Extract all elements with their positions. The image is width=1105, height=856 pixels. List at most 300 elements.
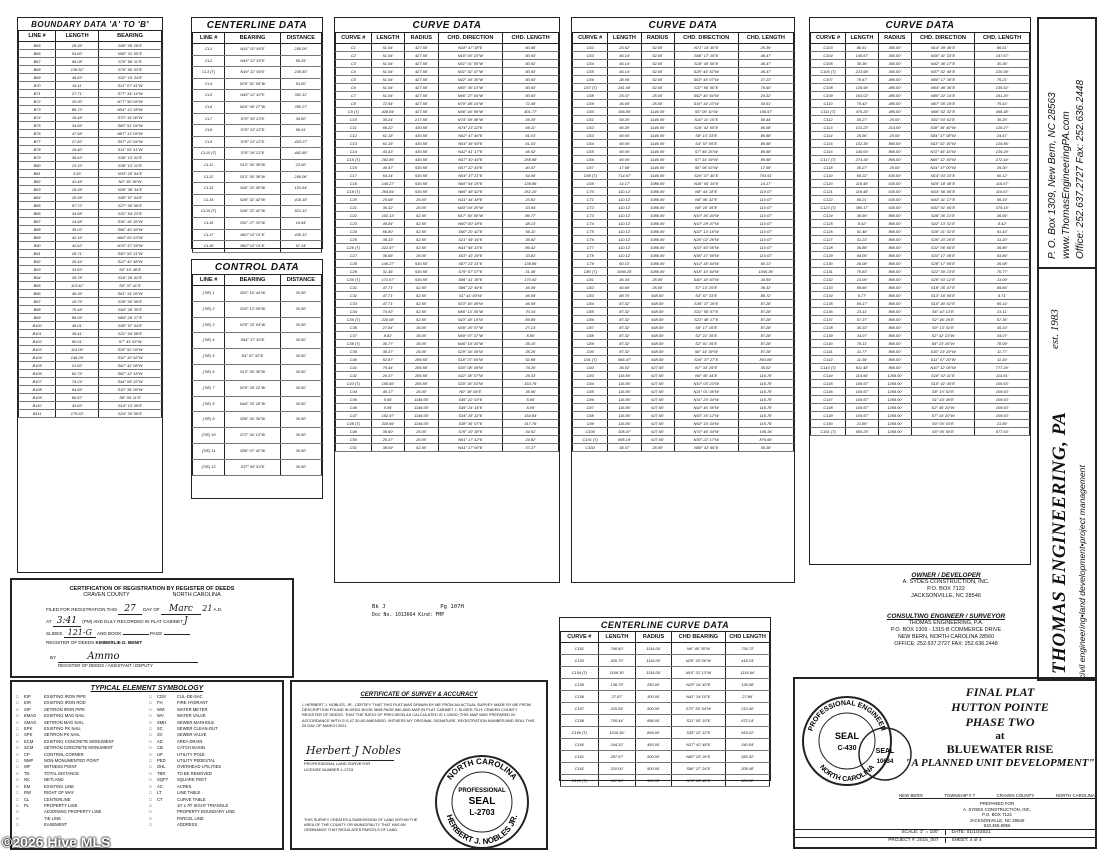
curve-cell: 52.50'	[405, 300, 438, 308]
curve-cell: N54° 36' 56"E	[438, 140, 503, 148]
curve-cell: 9.71'	[975, 292, 1030, 300]
curve-cell: 135.96'	[846, 84, 879, 92]
curve-cell: 56.21'	[846, 196, 879, 204]
curve-cell: 1086.00'	[641, 204, 674, 212]
boundary-cell: 27.82'	[56, 138, 99, 146]
curve-cell: 865.50'	[878, 252, 911, 260]
clcurve-cell: 136.98'	[726, 679, 770, 691]
curve-cell: 110.12'	[608, 228, 641, 236]
clcurve-cell: C155	[561, 679, 599, 691]
boundary-cell: S75° 56' 11"E	[99, 58, 162, 66]
consultant-title: CONSULTING ENGINEER / SURVEYOR	[886, 613, 1006, 620]
curve-cell: 109.53'	[975, 380, 1030, 388]
curve-row	[336, 68, 559, 76]
stamp-doc: Doc No. 1013664 Kind: FMP	[372, 613, 445, 618]
symbol-desc: SETIRON CONCRETE MONUMENT	[44, 745, 114, 751]
clcurve-cell: 27.86'	[726, 691, 770, 703]
curve-row	[336, 164, 559, 172]
clcurve-cell: C159 (T)	[561, 727, 599, 739]
curve-cell: C105	[811, 60, 846, 68]
curve-row	[336, 196, 559, 204]
curve-cell: C87	[573, 324, 608, 332]
curve-cell: 214.00'	[878, 124, 911, 132]
control-row	[193, 412, 322, 428]
col-bearing: BEARING	[99, 31, 162, 42]
title-phone: Office: 252.637.2727 Fax: 252.636.2448	[1075, 79, 1086, 259]
symbol-desc: WATER METER	[177, 706, 208, 712]
curve-cell: 94.05'	[846, 252, 879, 260]
boundary-cell: S32° 10' 52"W	[99, 354, 162, 362]
symbol-glyph-icon: □	[16, 777, 19, 783]
curve-cell: N17° 50' 50"W	[438, 212, 503, 220]
curve-cell: 1269.00'	[878, 428, 911, 436]
curve-cell: 30.36'	[975, 60, 1030, 68]
symbol-glyph-icon: □	[149, 726, 152, 732]
curve-data-panel-2	[571, 17, 795, 583]
boundary-row	[19, 402, 162, 410]
curve-cell: S36° 37' 19"E	[674, 300, 738, 308]
symbol-glyph-icon: □	[149, 738, 152, 744]
clcurve-row	[561, 739, 770, 751]
curve-cell: 485.50'	[878, 76, 911, 84]
boundary-cell: B94	[19, 274, 56, 282]
clcurve-cell: C161	[561, 751, 599, 763]
curve-cell: 38.33'	[371, 236, 404, 244]
boundary-cell: 49.83'	[56, 74, 99, 82]
boundary-cell: 19.45'	[56, 114, 99, 122]
curve-cell: 116.80'	[608, 380, 641, 388]
boundary-cell: S44° 08' 22"W	[99, 378, 162, 386]
curve-cell: 365.50'	[878, 44, 911, 52]
boundary-cell: B71	[19, 90, 56, 98]
boundary-cell: B89	[19, 234, 56, 242]
boundary-cell: 39.41'	[56, 330, 99, 338]
curve-cell: C129	[811, 252, 846, 260]
boundary-cell: B80	[19, 162, 56, 170]
boundary-row	[19, 98, 162, 106]
control-cell: N76° 26' 22"W	[225, 380, 280, 396]
curve-cell: 40.47'	[503, 164, 559, 172]
boundary-cell: S10° 36' 09"W	[99, 386, 162, 394]
boundary-row	[19, 106, 162, 114]
curve-row	[573, 348, 794, 356]
curve-cell: 72.54'	[371, 100, 404, 108]
clcurve-cell: 500.00'	[636, 751, 672, 763]
curve-cell: S46° 36' 21"E	[911, 212, 975, 220]
curve-cell: 60.13'	[608, 260, 641, 268]
curve-cell: N21° 01' 05"W	[674, 388, 738, 396]
control-cell: (TIE) 5	[193, 349, 225, 365]
curve-cell: 430.50'	[405, 124, 438, 132]
clcurve-cell: 500.00'	[636, 775, 672, 787]
curve-cell: 40.47'	[371, 164, 404, 172]
centerline-row	[193, 206, 322, 218]
centerline-cell: 99.41'	[280, 125, 321, 137]
curve-row	[336, 404, 559, 412]
boundary-row	[19, 218, 162, 226]
curve-cell: N66° 48' 52"E	[438, 188, 503, 196]
curve-row	[573, 204, 794, 212]
clcurve-cell: 283.02'	[726, 751, 770, 763]
curve-cell: C77	[573, 244, 608, 252]
curve-row	[811, 60, 1030, 68]
curve-cell: 88.70'	[608, 292, 641, 300]
symbol-glyph-icon: □	[16, 809, 19, 815]
curve-cell: 46.09'	[503, 300, 559, 308]
curve-cell: C84	[573, 300, 608, 308]
curve-row	[811, 44, 1030, 52]
symbol-desc: PROPERTY BOUNDARY LINE	[177, 809, 236, 815]
reg-year: 21	[202, 604, 213, 613]
curve-cell: C126	[811, 228, 846, 236]
curve-cell: N14° 38' 54"W	[674, 260, 738, 268]
curve-cell: C138	[811, 324, 846, 332]
curve-cell: 52.50'	[405, 284, 438, 292]
control-cell: (TIE) 4	[193, 333, 225, 349]
symbol-desc: ADJOINING PROPERTY LINE	[44, 809, 102, 815]
curve-row	[336, 396, 559, 404]
curve-cell: 1086.00'	[641, 196, 674, 204]
boundary-cell: S27° 05' 56"E	[99, 202, 162, 210]
curve-cell: 109.57'	[846, 388, 879, 396]
curve-cell: C62	[573, 124, 608, 132]
plat-prepared-for: PREPARED FOR	[979, 801, 1015, 806]
curve-cell: 895.19'	[608, 436, 641, 444]
boundary-cell: B92	[19, 258, 56, 266]
boundary-cell: B103	[19, 346, 56, 354]
boundary-row	[19, 130, 162, 138]
curve-row	[336, 412, 559, 420]
curve-cell: C18 (T)	[336, 188, 372, 196]
curve-cell: 1146.00'	[405, 404, 438, 412]
title-web: www.ThomasEngineeringPA.com	[1061, 111, 1072, 259]
curve-cell: 35.10'	[503, 340, 559, 348]
curve-cell: 365.50'	[878, 60, 911, 68]
curve-cell: 86.51'	[846, 44, 879, 52]
centerline-cell: N45° 22' 55"E	[225, 55, 280, 67]
symbol-abbrev: WF	[24, 764, 31, 770]
curve-cell: S2° 21' 35"E	[674, 332, 738, 340]
curve-cell: 75.43'	[975, 100, 1030, 108]
centerline-cell: N76° 51' 04"W	[225, 78, 280, 90]
curve-cell: 485.50'	[878, 84, 911, 92]
curve-cell: 47.71'	[371, 300, 404, 308]
control-cell: S86° 07' 42"W	[225, 443, 280, 459]
col-distance: DISTANCE	[280, 33, 321, 44]
reg-slide-label: SLIDES	[46, 631, 63, 636]
curve-row	[573, 44, 794, 52]
reg-month: Marc	[161, 604, 201, 615]
curve-cell: S51° 03' 52"E	[911, 116, 975, 124]
centerline-row	[193, 194, 322, 206]
curve-cell: 79.20'	[503, 364, 559, 372]
control-cell: S44° 37' 16"E	[225, 333, 280, 349]
clcurve-cell: 450.00'	[636, 739, 672, 751]
curve-cell: 5.66'	[503, 396, 559, 404]
clcurve-cell: C156	[561, 691, 599, 703]
curve-cell: 46.14'	[608, 52, 641, 60]
curve-cell: N10° 12' 06"W	[911, 364, 975, 372]
curve-cell: 865.50'	[878, 148, 911, 156]
curve-cell: 30.27'	[846, 116, 879, 124]
curve-cell: 26.08'	[975, 260, 1030, 268]
curve-cell: 52.50'	[641, 44, 674, 52]
symbol-abbrev: PL	[24, 802, 30, 808]
curve-cell: 36.32'	[738, 284, 793, 292]
symbol-desc: SETIRON MAG NAIL	[44, 719, 84, 725]
reg-slide: 121-G	[64, 628, 96, 638]
boundary-cell: 34.58'	[56, 210, 99, 218]
centerline-row	[193, 229, 322, 241]
curve-row	[811, 300, 1030, 308]
curve-cell: 46.47'	[738, 52, 793, 60]
curve-cell: S10° 02' 11"E	[911, 372, 975, 380]
curve-cell: C54	[573, 60, 608, 68]
curve-cell: S0° 13' 31"E	[911, 324, 975, 332]
centerline-cell: 256.06'	[280, 171, 321, 183]
curve-cell: 78.11'	[846, 340, 879, 348]
curve-cell: 286.50'	[405, 364, 438, 372]
curve-data-title-1: CURVE DATA	[412, 20, 482, 31]
boundary-row	[19, 386, 162, 394]
plat-owner-phone: 910.455.8956	[983, 823, 1011, 829]
col-radius: RADIUS	[636, 632, 672, 643]
symbol-glyph-icon: □	[16, 726, 19, 732]
curve-cell: C135	[811, 300, 846, 308]
symbol-abbrev: RW	[24, 790, 31, 796]
curve-cell: N10° 05' 23"W	[674, 380, 738, 388]
curve-cell: 25.00'	[405, 204, 438, 212]
consultant-block	[862, 613, 1030, 648]
curve-cell: 91.48'	[846, 228, 879, 236]
symbol-desc: TIE LINE	[44, 815, 61, 821]
curve-row	[811, 324, 1030, 332]
boundary-cell: 35.78'	[56, 274, 99, 282]
curve-cell: C9 (T)	[336, 108, 372, 116]
curve-cell: 865.50'	[878, 244, 911, 252]
curve-cell: 116.48'	[846, 188, 879, 196]
consultant-name: THOMAS ENGINEERING, P.A.	[908, 620, 984, 626]
curve-cell: 140.00'	[846, 148, 879, 156]
curve-cell: 11.77'	[846, 348, 879, 356]
curve-cell: C130	[811, 260, 846, 268]
symbol-desc: AREA DRAIN	[177, 738, 203, 744]
curve-cell: S28° 45' 52"W	[674, 68, 738, 76]
control-row	[193, 380, 322, 396]
curve-row	[573, 244, 794, 252]
curve-cell: C25	[336, 236, 372, 244]
curve-cell: 70.77'	[975, 268, 1030, 276]
symbol-glyph-icon: □	[16, 719, 19, 725]
curve-cell: 48.13'	[503, 220, 559, 228]
curve-cell: 627.50'	[641, 364, 674, 372]
boundary-cell: B106	[19, 370, 56, 378]
curve-cell: 627.50'	[641, 412, 674, 420]
clcurve-cell: 213.40'	[726, 703, 770, 715]
boundary-row	[19, 234, 162, 242]
curve-cell: 75.47'	[846, 76, 879, 84]
curve-cell: C83	[573, 292, 608, 300]
curve-row	[336, 356, 559, 364]
curve-cell: 272.44'	[975, 156, 1030, 164]
curve-cell: S6° 14' 39"W	[674, 348, 738, 356]
curve-cell: 35.96'	[503, 388, 559, 396]
plat-owner-line: A. SYDES CONSTRUCTION, INC.	[962, 806, 1032, 812]
boundary-cell: 60.01'	[56, 338, 99, 346]
control-cell: 30.50'	[280, 443, 321, 459]
curve-cell: S31° 55' 07"E	[674, 308, 738, 316]
curve-cell: 116.76'	[738, 420, 793, 428]
curve-cell: 35.20'	[503, 116, 559, 124]
symbol-desc: EXISTING CONCRETE MONUMENT	[44, 738, 115, 744]
curve-cell: N34° 37' 00"W	[911, 164, 975, 172]
curve-cell: 57.36'	[975, 316, 1030, 324]
curve-cell: 650.25'	[846, 428, 879, 436]
symbol-desc: PARCEL LINE	[177, 815, 204, 821]
curve-row	[573, 188, 794, 196]
clcurve-cell: 667.96'	[598, 775, 636, 787]
curve-cell: 475.20'	[846, 108, 879, 116]
curve-row	[336, 124, 559, 132]
boundary-cell: B111	[19, 410, 56, 418]
curve-cell: 116.80'	[608, 388, 641, 396]
curve-cell: C106 (T)	[811, 68, 846, 76]
boundary-cell: B96	[19, 290, 56, 298]
boundary-cell: B86	[19, 210, 56, 218]
symbol-desc: RIGHT OF WAY	[44, 790, 75, 796]
curve-cell: 318.69'	[371, 420, 404, 428]
curve-cell: 110.12'	[608, 196, 641, 204]
curve-cell: N14° 03' 23"E	[911, 172, 975, 180]
symbol-abbrev: EIP	[24, 694, 31, 699]
curve-rows-3	[811, 44, 1030, 436]
boundary-row	[19, 58, 162, 66]
curve-cell: N0° 45' 44"E	[674, 372, 738, 380]
boundary-cell: 15.40'	[56, 146, 99, 154]
symbol-desc: SEWER CLEAN-OUT	[177, 726, 218, 732]
curve-row	[573, 428, 794, 436]
curve-cell: 677.63'	[975, 428, 1030, 436]
consultant-addr1: P.O. BOX 1309 - 1315-B COMMERCE DRIVE	[890, 627, 1002, 633]
symbol-desc: WATER VALVE	[177, 713, 206, 719]
curve-cell: N74° 59' 48"W	[438, 116, 503, 124]
curve-row	[573, 396, 794, 404]
curve-cell: S13° 16' 56"E	[911, 292, 975, 300]
curve-cell: N18° 47' 38"E	[438, 44, 503, 52]
stamp-page: Pg 107H	[440, 604, 464, 610]
curve-row	[811, 308, 1030, 316]
boundary-cell: 49.01'	[56, 322, 99, 330]
boundary-row	[19, 74, 162, 82]
curve-cell: 116.76'	[738, 404, 793, 412]
curve-cell: 52.50'	[405, 236, 438, 244]
curve-cell: 46.09'	[503, 284, 559, 292]
centerline-cell: N62° 02' 01"E	[225, 229, 280, 241]
boundary-cell: B66	[19, 50, 56, 58]
curve-cell: C49	[336, 428, 372, 436]
curve-cell: 9.77'	[846, 292, 879, 300]
centerline-cell: 53.00'	[280, 78, 321, 90]
curve-cell: 5.66'	[371, 396, 404, 404]
curve-row	[336, 300, 559, 308]
curve-cell: S43° 48' 16"W	[438, 316, 503, 324]
curve-cell: 24.47'	[975, 132, 1030, 140]
curve-row	[336, 148, 559, 156]
eng-seal2-mid: SEAL	[875, 748, 895, 755]
curve-row	[573, 236, 794, 244]
curve-rows-1	[336, 44, 559, 452]
centerline-row	[193, 113, 322, 125]
curve-cell: C88	[573, 332, 608, 340]
boundary-cell: B97	[19, 298, 56, 306]
boundary-cell: B107	[19, 378, 56, 386]
curve-cell: 147.67'	[975, 52, 1030, 60]
curve-cell: 27.13'	[503, 324, 559, 332]
curve-cell: 25.00'	[641, 276, 674, 284]
curve-cell: N57° 30' 45"E	[438, 156, 503, 164]
boundary-row	[19, 210, 162, 218]
curve-cell: 51.04'	[371, 76, 404, 84]
curve-row	[573, 364, 794, 372]
curve-cell: 40.17'	[371, 388, 404, 396]
curve-cell: 110.12'	[608, 204, 641, 212]
curve-cell: C17	[336, 172, 372, 180]
curve-cell: 27.84'	[371, 324, 404, 332]
curve-cell: 155.66'	[371, 380, 404, 388]
curve-cell: 156.80'	[608, 108, 641, 116]
curve-row	[573, 140, 794, 148]
boundary-row	[19, 346, 162, 354]
curve-row	[336, 332, 559, 340]
curve-cell: 110.07'	[738, 196, 793, 204]
curve-cell: 1269.00'	[878, 404, 911, 412]
plat-line1: FINAL PLAT	[965, 685, 1035, 699]
symbol-glyph-icon: □	[16, 764, 19, 770]
boundary-cell: B69	[19, 74, 56, 82]
svg-text:HERBERT J. NOBLES JR.	[445, 813, 519, 846]
curve-cell: 648.50'	[641, 292, 674, 300]
centerline-cell: CL9	[193, 136, 225, 148]
plat-sheet: SHEET: 4 of 4	[951, 838, 982, 843]
curve-cell: C51	[336, 444, 372, 452]
record-stamp	[372, 604, 464, 618]
curve-cell: 36.32'	[371, 204, 404, 212]
control-cell: (TIE) 2	[193, 301, 225, 317]
curve-cell: C71	[573, 196, 608, 204]
curve-row	[573, 436, 794, 444]
clcurve-cell: S21° 50' 10"E	[671, 715, 725, 727]
curve-cell: C58	[573, 92, 608, 100]
curve-cell: C60	[573, 108, 608, 116]
curve-cell: 803.89'	[738, 356, 793, 364]
curve-row	[573, 444, 794, 452]
clcurve-cell: 27.87'	[598, 691, 636, 703]
curve-cell: 1269.00'	[878, 396, 911, 404]
clcurve-cell: C152	[561, 643, 599, 655]
curve-cell: 110.07'	[738, 244, 793, 252]
curve-row	[573, 324, 794, 332]
curve-cell: C131	[811, 268, 846, 276]
curve-cell: 1086.00'	[641, 268, 674, 276]
curve-cell: 13.09'	[975, 276, 1030, 284]
curve-cell: 154.84'	[503, 412, 559, 420]
curve-row	[811, 164, 1030, 172]
curve-cell: 79.44'	[371, 364, 404, 372]
curve-cell: 109.57'	[846, 412, 879, 420]
centerline-cell: CL2	[193, 55, 225, 67]
curve-cell: N66° 12' 39"W	[911, 156, 975, 164]
boundary-cell: 86.87'	[56, 394, 99, 402]
